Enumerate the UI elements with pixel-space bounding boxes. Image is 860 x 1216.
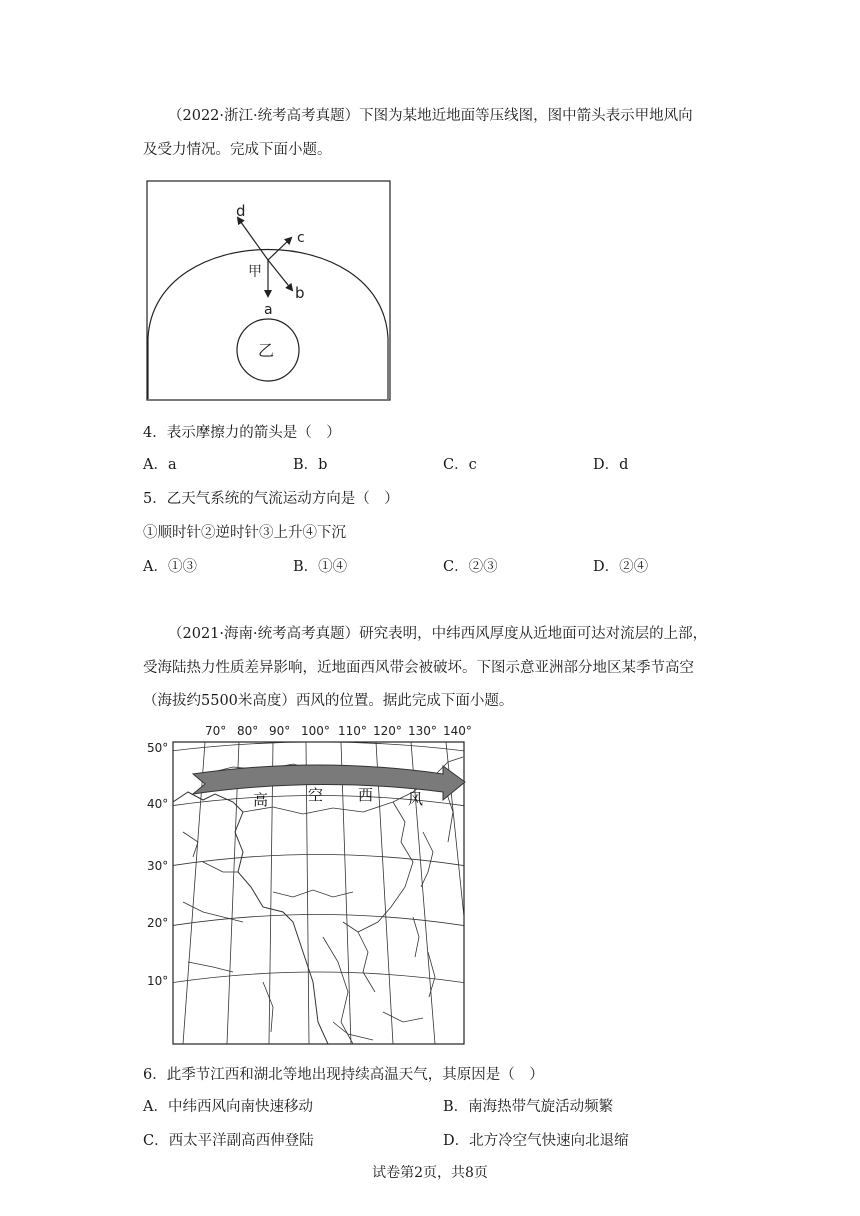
q4-option-a[interactable]: A．a (143, 457, 177, 473)
label-yi: 乙 (258, 341, 275, 360)
q6-option-a[interactable]: A．中纬西风向南快速移动 (143, 1099, 313, 1115)
q6-option-c[interactable]: C．西太平洋副高西伸登陆 (143, 1133, 314, 1149)
lon-label: 80° (237, 724, 259, 738)
lon-label: 110° (338, 724, 367, 738)
intro1-line2: 及受力情况。完成下面小题。 (143, 142, 332, 158)
lat-label: 20° (147, 916, 169, 930)
lat-label: 50° (147, 741, 169, 755)
arrow-char: 空 (308, 786, 324, 804)
label-b: b (295, 284, 305, 302)
label-d: d (236, 202, 246, 220)
q4-option-d[interactable]: D．d (593, 457, 629, 473)
longitude-labels (205, 724, 472, 738)
intro1-line1: （2022·浙江·统考高考真题）下图为某地近地面等压线图，图中箭头表示甲地风向 (168, 108, 693, 124)
q4-stem: 4．表示摩擦力的箭头是（ ） (143, 425, 341, 441)
label-jia: 甲 (248, 264, 262, 280)
arrow-char: 高 (253, 791, 269, 809)
lat-label: 30° (147, 859, 169, 873)
lon-label: 140° (443, 724, 472, 738)
q5-option-c[interactable]: C．②③ (443, 559, 498, 575)
westerlies-map (143, 722, 483, 1048)
lon-label: 70° (205, 724, 227, 738)
q5-option-d[interactable]: D．②④ (593, 559, 649, 575)
label-a: a (264, 302, 273, 318)
lat-label: 10° (147, 974, 169, 988)
latitude-labels (147, 741, 168, 988)
arrow-b (268, 260, 292, 290)
lat-label: 40° (147, 797, 169, 811)
intro2-line1: （2021·海南·统考高考真题）研究表明，中纬西风厚度从近地面可达对流层的上部， (168, 626, 708, 642)
q5-option-b[interactable]: B．①④ (293, 559, 348, 575)
lon-label: 120° (373, 724, 402, 738)
intro2-line3: （海拔约5500米高度）西风的位置。据此完成下面小题。 (143, 693, 514, 709)
lon-label: 90° (269, 724, 291, 738)
intro2-line2: 受海陆热力性质差异影响，近地面西风带会被破坏。下图示意亚洲部分地区某季节高空 (143, 660, 694, 676)
q4-option-b[interactable]: B．b (293, 457, 328, 473)
q6-option-d[interactable]: D．北方冷空气快速向北退缩 (443, 1133, 629, 1149)
q4-option-c[interactable]: C．c (443, 457, 477, 473)
page-footer: 试卷第2页，共8页 (372, 1165, 488, 1181)
arrow-char: 风 (408, 790, 424, 808)
q5-stem: 5．乙天气系统的气流运动方向是（ ） (143, 491, 399, 507)
lon-label: 130° (408, 724, 437, 738)
lon-label: 100° (301, 724, 330, 738)
q6-option-b[interactable]: B．南海热带气旋活动频繁 (443, 1099, 614, 1115)
q5-sub-items: ①顺时针②逆时针③上升④下沉 (143, 525, 346, 541)
arrow-d (238, 218, 268, 260)
label-c: c (297, 230, 305, 246)
q6-stem: 6．此季节江西和湖北等地出现持续高温天气，其原因是（ ） (143, 1067, 544, 1083)
q5-option-a[interactable]: A．①③ (143, 559, 197, 575)
arrow-char: 西 (358, 786, 374, 804)
isobar-diagram (146, 180, 392, 402)
